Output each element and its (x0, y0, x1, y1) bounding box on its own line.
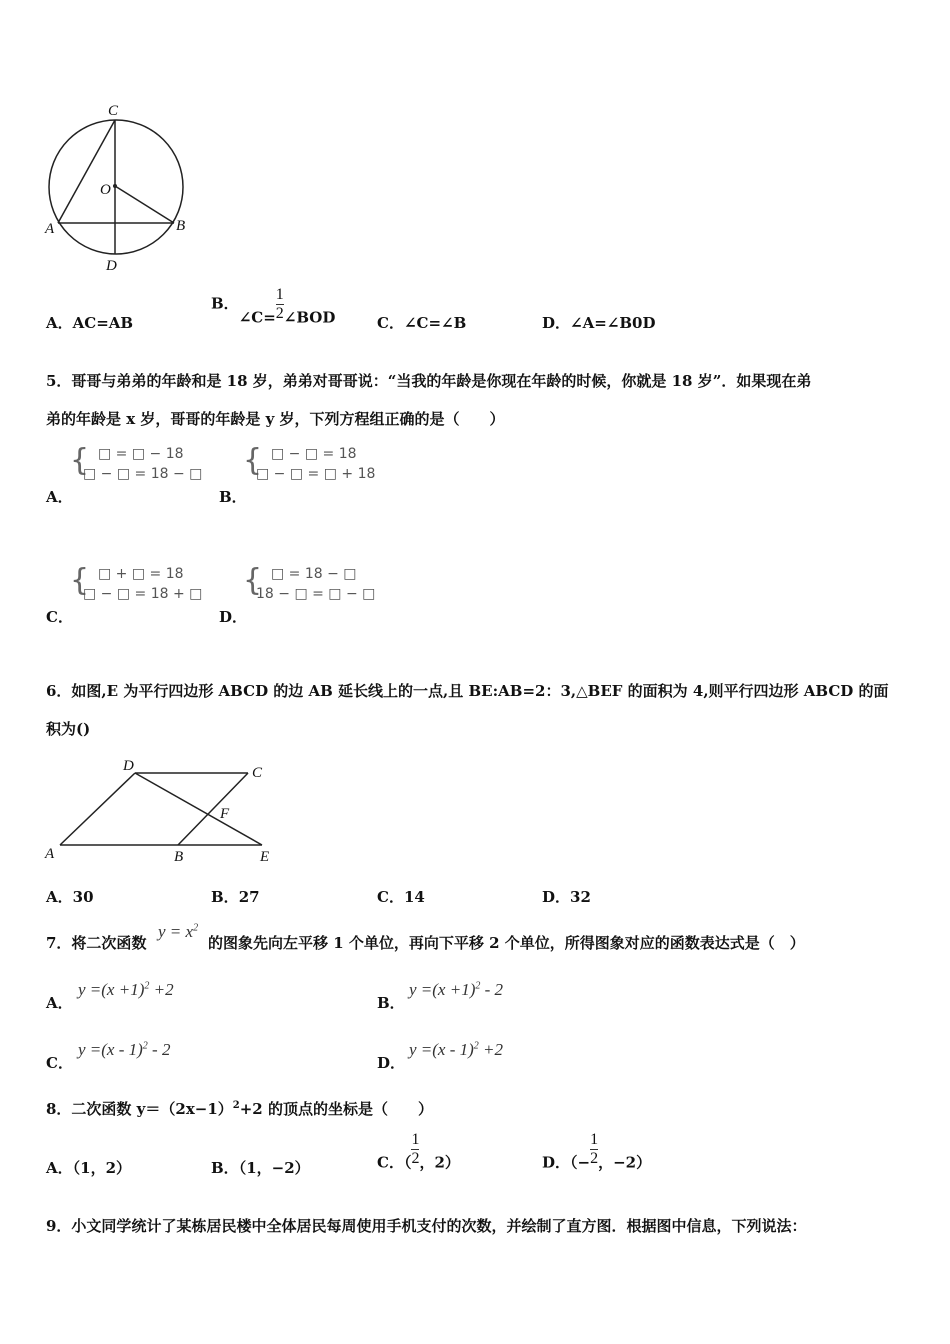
q8-option-b[interactable]: B．（1，−2） (211, 1159, 310, 1177)
label-d: D (106, 258, 117, 274)
q7-text-prefix: 7．将二次函数 (46, 934, 147, 952)
q7-option-d[interactable]: D． (377, 1054, 406, 1072)
label-b: B (174, 849, 184, 865)
q7-option-d-expr: y =(x - 1)$^2$ +2 (409, 1040, 504, 1059)
q7-option-a[interactable]: A． (46, 994, 73, 1012)
label-c: C (252, 765, 263, 781)
q6-text-line1: 6．如图,E 为平行四边形 ABCD 的边 AB 延长线上的一点,且 BE:AB=2：3,△BEF 的面积为 4,则平行四边形 ABCD 的面 (46, 682, 889, 700)
q8-option-d[interactable]: D．（− $\frac{1}{2}$ ，−2） (542, 1131, 652, 1172)
label-o: O (100, 182, 111, 198)
q7-function: $y = x^2$ (158, 922, 199, 941)
q7-option-c-expr: y =(x - 1)$^2$ - 2 (78, 1040, 171, 1059)
q5-option-a[interactable]: A． (46, 488, 73, 506)
q8-option-c[interactable]: C．（ $\frac{1}{2}$ ，2） (377, 1131, 460, 1172)
q7-option-b[interactable]: B． (377, 994, 405, 1012)
brace-icon: { (70, 443, 90, 478)
fraction-half: $\frac{1}{2}$ (590, 1131, 599, 1167)
q9-text-line1: 9．小文同学统计了某栋居民楼中全体居民每周使用手机支付的次数，并绘制了直方图．根据图中信息，下列说法： (46, 1217, 807, 1235)
q4-option-b[interactable]: B．∠C= $\frac{1}{2}$ ∠BOD (211, 286, 336, 327)
q6-option-d[interactable]: D．32 (542, 888, 591, 906)
radius-ob (115, 186, 174, 223)
label-e: E (260, 849, 270, 865)
fraction-half: $\frac{1}{2}$ (411, 1131, 420, 1167)
center-point (113, 184, 117, 188)
q6-option-c[interactable]: C．14 (377, 888, 425, 906)
q5-text-line1: 5．哥哥与弟弟的年龄和是 18 岁，弟弟对哥哥说：“当我的年龄是你现在年龄的时候，你就是 18 岁”．如果现在弟 (46, 372, 812, 390)
brace-icon: { (243, 563, 263, 598)
label-a: A (45, 846, 55, 862)
chord-ca (58, 120, 115, 223)
q7-option-a-expr: $y =(x +1)^2 +2$ (78, 980, 174, 999)
q6-option-a[interactable]: A．30 (46, 888, 94, 906)
label-b: B (176, 218, 186, 234)
q5-text-line2: 弟的年龄是 x 岁，哥哥的年龄是 y 岁，下列方程组正确的是（ ） (46, 410, 505, 428)
q5-option-d[interactable]: D． (219, 608, 248, 626)
label-f: F (220, 806, 230, 822)
fraction-half: $\frac{1}{2}$ (275, 286, 284, 322)
label-c: C (108, 103, 119, 119)
circle-figure (40, 100, 200, 275)
segment-de (135, 773, 262, 845)
q4-option-a[interactable]: A．AC=AB (46, 314, 134, 332)
q5-option-b[interactable]: B． (219, 488, 247, 506)
label-a: A (45, 221, 55, 237)
label-d: D (123, 758, 134, 774)
brace-icon: { (70, 563, 90, 598)
brace-icon: { (243, 443, 263, 478)
q7-option-c[interactable]: C． (46, 1054, 73, 1072)
q7-option-b-expr: $y =(x +1)^2 - 2$ (409, 980, 504, 999)
q7-text-suffix: 的图象先向左平移 1 个单位，再向下平移 2 个单位，所得图象对应的函数表达式是（ ） (208, 934, 805, 952)
parallelogram-figure (40, 755, 285, 867)
side-bc (178, 773, 248, 845)
q6-text-line2: 积为() (46, 720, 91, 738)
q6-option-b[interactable]: B．27 (211, 888, 260, 906)
q8-option-a[interactable]: A．（1，2） (46, 1159, 132, 1177)
q4-option-c[interactable]: C．∠C=∠B (377, 314, 467, 332)
q8-text: 8．二次函数 $y=(2x-1)^2+2$ 的顶点的坐标是（ ） (46, 1100, 433, 1118)
side-ad (60, 773, 135, 845)
q4-option-d[interactable]: D．∠A=∠B0D (542, 314, 656, 332)
q5-option-c[interactable]: C． (46, 608, 73, 626)
